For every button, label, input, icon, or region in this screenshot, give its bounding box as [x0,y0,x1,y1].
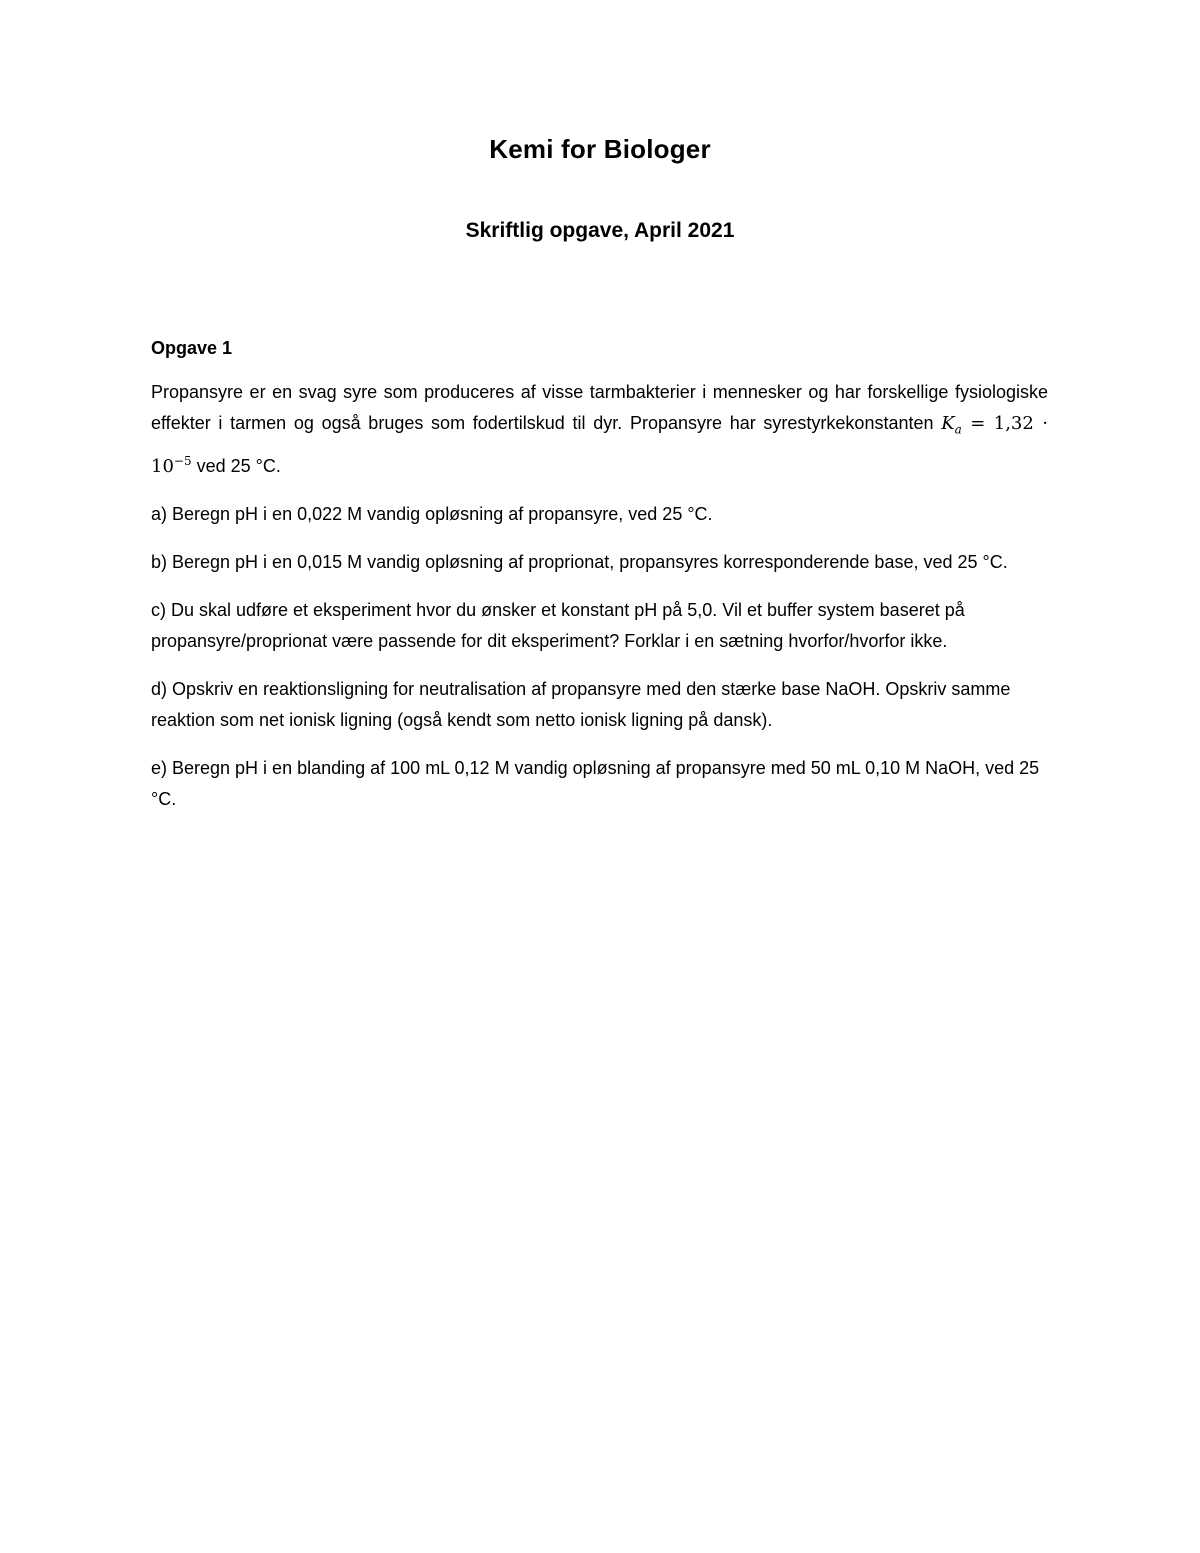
intro-paragraph [151,377,1048,482]
document-title: Kemi for Biologer [489,134,711,164]
section-heading: Opgave 1 [151,338,233,358]
question-c: c) Du skal udføre et eksperiment hvor du ønsker et konstant pH på 5,0. Vil et buffer system baseret på propansyre/proprionat være passende for dit eksperiment? Forklar i en sætning hvorfor/hvorfor ikke. [151,599,965,651]
ka-exponent: −5 [173,453,192,468]
document-subtitle: Skriftlig opgave, April 2021 [465,219,735,242]
ka-value: = 1,32 · 10 [151,413,1048,477]
intro-text-end: ved 25 °C. [191,455,281,476]
intro-text-start: Propansyre er en svag syre som produceres af visse tarmbakterier i mennesker og har forskellige fysiologiske effekter i tarmen og også bruges som fodertilskud til dyr. Propansyre har syrestyrkekonstanten [151,382,1048,433]
question-d: d) Opskriv en reaktionsligning for neutralisation af propansyre med den stærke base NaOH. Opskriv samme reaktion som net ionisk ligning (også kendt som netto ionisk ligning på dansk). [151,678,1011,730]
question-a: a) Beregn pH i en 0,022 M vandig opløsning af propansyre, ved 25 °C. [151,503,713,524]
question-b: b) Beregn pH i en 0,015 M vandig opløsning af proprionat, propansyres korresponderende base, ved 25 °C. [151,551,1008,572]
document-body [151,333,1048,832]
ka-symbol: K [941,413,955,434]
question-e: e) Beregn pH i en blanding af 100 mL 0,12 M vandig opløsning af propansyre med 50 mL 0,10 M NaOH, ved 25 °C. [151,757,1040,809]
ka-subscript: a [954,422,962,437]
